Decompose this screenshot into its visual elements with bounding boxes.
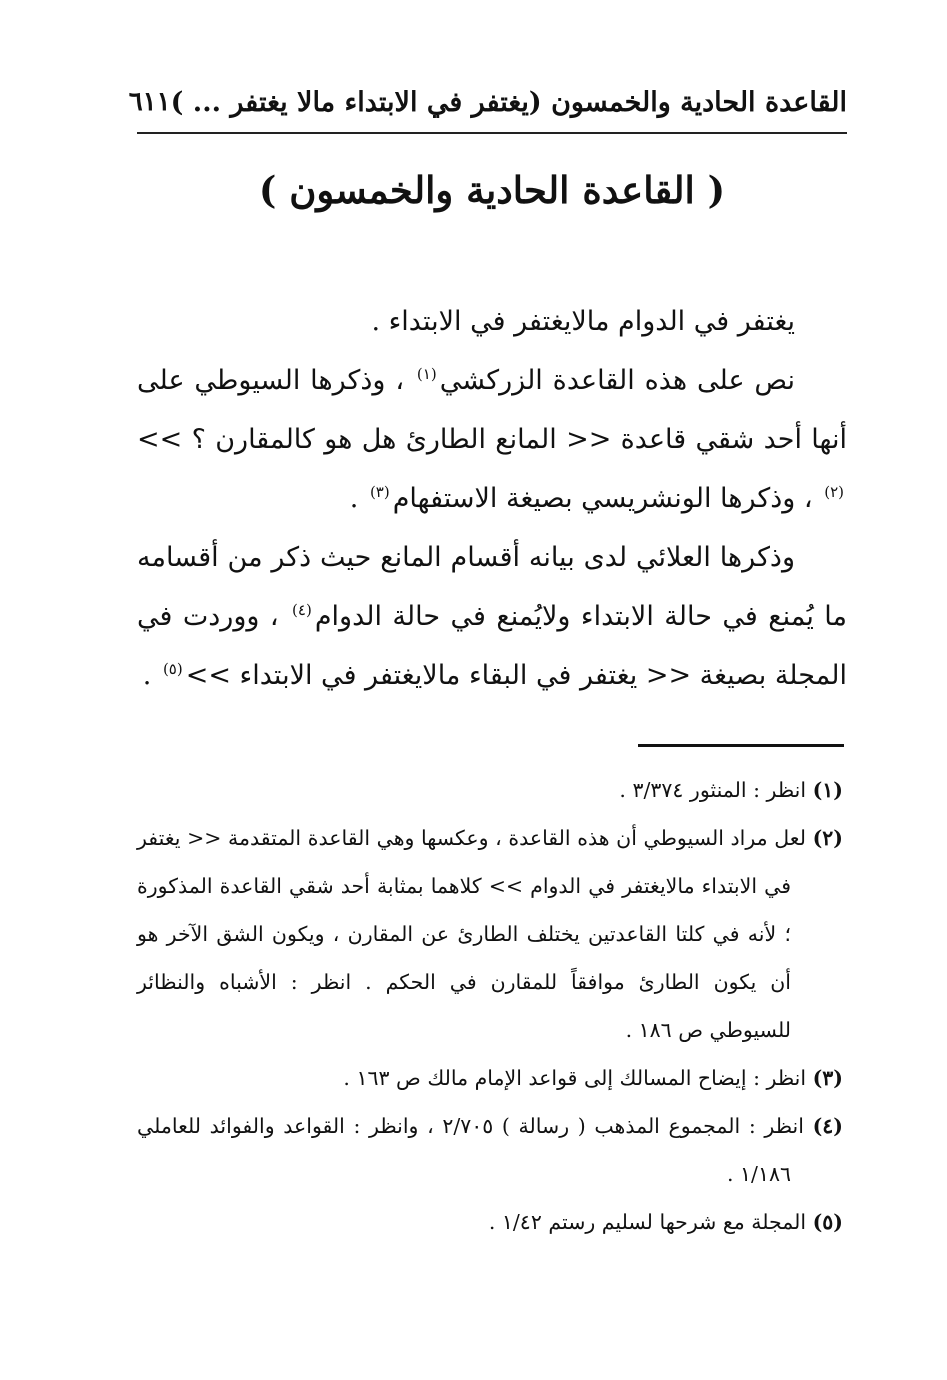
- paragraph-3: [137, 528, 847, 705]
- footnote-number: (٣): [812, 1066, 843, 1090]
- paragraph-2-text-b: ، وذكرها السيوطي على أنها أحد شقي قاعدة << المانع الطارئ هل هو كالمقارن ؟ >>: [137, 365, 847, 455]
- paragraph-3-text-c: .: [142, 660, 152, 691]
- paragraph-2-text-d: .: [349, 483, 359, 514]
- paragraph-2: [137, 351, 847, 528]
- paragraph-2-text-c: ، وذكرها الونشريسي بصيغة الاستفهام: [392, 483, 813, 514]
- footnote-number: (١): [812, 778, 843, 802]
- footnote-text: انظر : إيضاح المسالك إلى قواعد الإمام مالك ص ١٦٣ .: [343, 1066, 807, 1090]
- running-title: القاعدة الحادية والخمسون (يغتفر في الابتداء مالا يغتفر ... ): [170, 86, 847, 118]
- footnote-ref-3: (٣): [369, 483, 390, 501]
- footnote-text: لعل مراد السيوطي أن هذه القاعدة ، وعكسها وهي القاعدة المتقدمة << يغتفر في الابتداء مالايغتفر في الدوام >> كلاهما بمثابة أحد شقي القاعدة المذكورة ؛ لأنه في كلتا القاعدتين يختلف الطارئ عن المقارن ، ويكون الشق الآخر هو أن يكون الطارئ موافقاً للمقارن في الحكم . انظر : الأشباه والنظائر للسيوطي ص ١٨٦ .: [137, 826, 806, 1042]
- footnote-3: [137, 1054, 843, 1102]
- footnote-text: انظر : المجموع المذهب ( رسالة ) ٢/٧٠٥ ، وانظر : القواعد والفوائد للعاملي ١/١٨٦ .: [137, 1114, 804, 1186]
- main-text: [137, 292, 847, 705]
- footnote-5: [137, 1198, 843, 1246]
- footnote-2: [137, 814, 843, 1054]
- footnote-divider: [638, 744, 844, 747]
- page-number: ٦١١: [128, 87, 171, 117]
- footnote-text: انظر : المنثور ٣/٣٧٤ .: [619, 778, 807, 802]
- footnote-ref-4: (٤): [292, 601, 312, 619]
- footnote-ref-5: (٥): [162, 660, 183, 678]
- footnote-number: (٤): [812, 1114, 843, 1138]
- running-header: [128, 78, 847, 126]
- footnote-4: [137, 1102, 843, 1198]
- footnote-text: المجلة مع شرحها لسليم رستم ١/٤٢ .: [488, 1210, 807, 1234]
- footnote-ref-1: (١): [416, 365, 437, 383]
- paragraph-3-text-b: ، ووردت في المجلة بصيغة << يغتفر في البقاء مالايغتفر في الابتداء >>: [137, 601, 847, 691]
- footnote-number: (٥): [812, 1210, 843, 1234]
- paragraph-3-text-a: وذكرها العلائي لدى بيانه أقسام المانع حيث ذكر من أقسامه ما يُمنع في حالة الابتداء ولايُمنع في حالة الدوام: [137, 542, 847, 632]
- header-divider: [137, 132, 847, 134]
- chapter-title: ( القاعدة الحادية والخمسون ): [258, 168, 726, 212]
- paragraph-2-text-a: نص على هذه القاعدة الزركشي: [439, 365, 796, 396]
- paragraph-1-text: يغتفر في الدوام مالايغتفر في الابتداء .: [371, 306, 795, 337]
- footnote-ref-2: (٢): [824, 483, 844, 501]
- footnotes: [137, 766, 843, 1246]
- paragraph-1: [137, 292, 847, 351]
- footnote-number: (٢): [812, 826, 843, 850]
- footnote-1: [137, 766, 843, 814]
